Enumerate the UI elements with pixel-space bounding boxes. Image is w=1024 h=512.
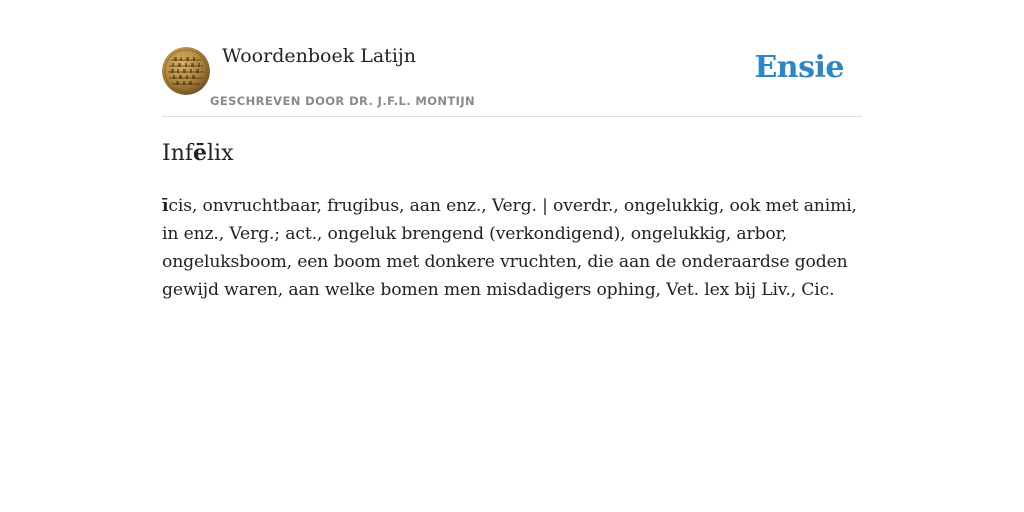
brand-logo-link[interactable]: Ensie: [754, 50, 844, 85]
book-avatar[interactable]: [162, 47, 210, 95]
coin-icon: [162, 47, 210, 95]
entry-definition: [162, 192, 862, 304]
definition-lead-letter: ī: [162, 196, 169, 216]
definition-text: cis, onvruchtbaar, frugibus, aan enz., Verg. | overdr., ongelukkig, ook met animi, in enz., Verg.; act., ongeluk brengend (verkondigend), ongelukkig, arbor, ongeluksboom, een boom met donkere vruchten, die aan de onderaardse goden gewijd waren, aan welke bomen men misdadigers ophing, Vet. lex bij Liv., Cic.: [162, 196, 857, 300]
headword-part-start: Inf: [162, 141, 194, 166]
book-title[interactable]: Woordenboek Latijn: [222, 45, 417, 67]
page-container: [162, 0, 862, 300]
author-byline: GESCHREVEN DOOR DR. J.F.L. MONTIJN: [210, 94, 476, 108]
headword-accent-letter: ē: [193, 140, 208, 166]
headword-part-end: lix: [207, 141, 234, 166]
entry-headword: [162, 140, 234, 166]
page-header: [162, 0, 862, 117]
